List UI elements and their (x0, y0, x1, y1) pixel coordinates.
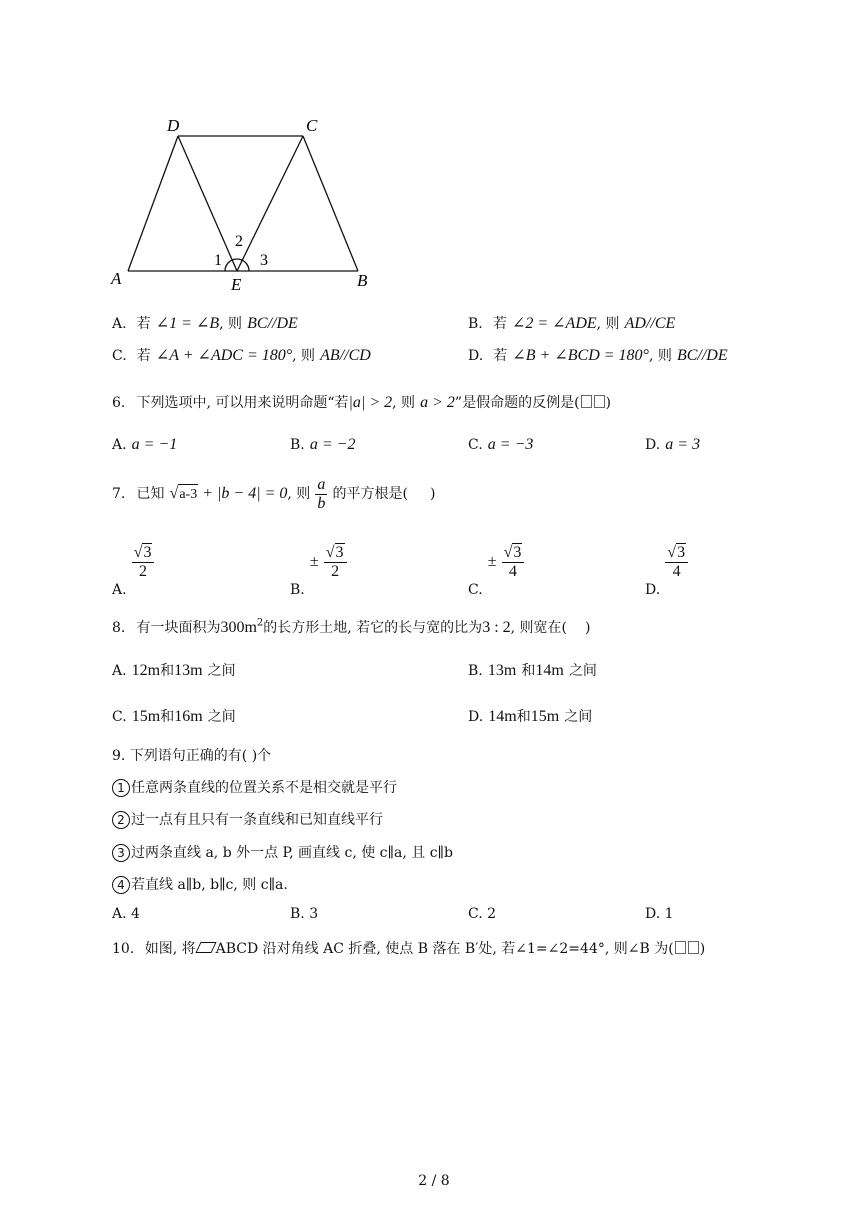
label-d: D (167, 116, 180, 135)
segment-cb (303, 136, 358, 271)
option-letter: B. (290, 437, 305, 453)
option-letter: A. (112, 437, 127, 453)
area-value: 300m (220, 619, 257, 636)
angle-label-1: 1 (214, 252, 222, 269)
fraction-numerator: 3 (335, 544, 344, 561)
ruo-text: 若 (136, 348, 151, 364)
ruo-text: 若 (492, 316, 507, 332)
ruo-text: 若 (136, 316, 151, 332)
q9-statement-1 (112, 777, 397, 797)
q10-stem (112, 938, 705, 958)
fraction: $\frac{√3}{4}$ (665, 543, 688, 580)
statement-text: 若直线 a∥b, b∥c, 则 c∥a. (131, 877, 288, 893)
option-letter: C. (112, 348, 127, 364)
question-number: 6. (112, 395, 126, 411)
value-2: 16m (174, 708, 203, 725)
tail-text: 之间 (568, 663, 597, 679)
option-letter: A. (112, 663, 127, 679)
option-letter: A. (112, 582, 127, 599)
value-1: 12m (131, 662, 161, 679)
he-text: 和 (516, 709, 531, 725)
sign: ± (309, 553, 319, 571)
q5-option-b[interactable] (468, 313, 675, 333)
value-1: 14m (488, 708, 517, 725)
q6-stem (112, 392, 611, 412)
condition: ∠B + ∠BCD = 180° (512, 347, 649, 364)
stem-text: , 则 (392, 395, 416, 411)
q5-option-d[interactable] (468, 345, 728, 365)
option-letter: D. (645, 437, 661, 453)
option-letter: B. (468, 316, 483, 332)
q9-option-d[interactable]: D. 1 (645, 906, 674, 922)
fraction-denominator: 2 (324, 562, 347, 581)
q6-option-a[interactable] (112, 434, 177, 454)
stem-text: , 则宽在( (510, 620, 568, 636)
stem-text: ) (699, 941, 706, 957)
question-number: 8. (112, 620, 126, 636)
tail-text: 之间 (207, 709, 236, 725)
conclusion: AB//CD (320, 347, 371, 364)
fraction-denominator: 4 (665, 562, 688, 581)
fraction-numerator: 3 (677, 544, 686, 561)
question-number: 10. (112, 941, 135, 957)
option-letter: D. (645, 582, 661, 599)
q8-option-c[interactable] (112, 706, 236, 726)
stem-text: ABCD 沿对角线 AC 折叠, 使点 B 落在 B′处, 若∠1=∠2=44°, 则∠B 为( (215, 941, 674, 957)
q5-option-a[interactable] (112, 313, 298, 333)
blank-box (594, 395, 605, 408)
q7-option-a[interactable] (112, 543, 154, 598)
fraction-numerator: 3 (143, 544, 152, 561)
ze-text: , 则 (292, 348, 316, 364)
conclusion: BC//DE (676, 347, 728, 364)
area-exponent: 2 (256, 617, 264, 629)
fraction-denominator: 2 (132, 562, 155, 581)
condition: |a| > 2 (348, 394, 393, 411)
q7-option-b[interactable] (290, 543, 347, 598)
label-a: A (111, 269, 122, 288)
label-b: B (357, 271, 368, 290)
stem-text: ) (605, 395, 611, 411)
q6-option-d[interactable] (645, 434, 700, 454)
fraction-a-over-b (315, 476, 327, 512)
option-letter: D. (468, 709, 484, 725)
sign: ± (487, 553, 497, 571)
fraction-denominator: b (317, 494, 326, 512)
q7-stem: 7. 已知 √a-3 + |b − 4| = 0, 则 $\frac{a}{b}$ 的平方根是( ) (112, 476, 436, 512)
option-value: a = −3 (487, 436, 534, 453)
parallelogram-icon (195, 942, 216, 953)
fraction-numerator: a (317, 476, 326, 493)
stem-text: 已知 (136, 486, 165, 503)
q8-option-d[interactable] (468, 706, 592, 726)
statement-text: 过一点有且只有一条直线和已知直线平行 (131, 812, 383, 828)
blank-box (688, 941, 699, 954)
equation: + |b − 4| = 0 (198, 485, 288, 503)
stem-text: 下列选项中, 可以用来说明命题“若 (136, 395, 349, 411)
fraction: $\frac{√3}{2}$ (324, 543, 347, 580)
he-text: 和 (160, 663, 175, 679)
stem-text: 如图, 将 (144, 941, 196, 957)
angle-arc (225, 259, 249, 271)
q9-option-c[interactable]: C. 2 (468, 906, 497, 922)
stem-text: 的长方形土地, 若它的长与宽的比为 (263, 620, 483, 636)
q9-stem: 9. 下列语句正确的有( )个 (112, 748, 272, 764)
option-value: a = 3 (665, 436, 701, 453)
q8-stem (112, 617, 590, 637)
stem-text: , 则 (287, 486, 311, 503)
q5-option-c[interactable] (112, 345, 371, 365)
option-value: a = −2 (309, 436, 356, 453)
label-c: C (306, 116, 318, 135)
value-1: 15m (131, 708, 161, 725)
conclusion: a > 2 (420, 394, 455, 411)
tail-text: 之间 (207, 663, 236, 679)
option-letter: C. (468, 582, 483, 599)
value-2: 13m (174, 662, 203, 679)
stem-text: ) (429, 486, 436, 503)
ratio-value: 3 : 2 (482, 619, 511, 636)
condition: ∠2 = ∠ADE (511, 315, 597, 332)
circled-number: 1 (112, 779, 130, 797)
ze-text: , 则 (596, 316, 620, 332)
angle-label-2: 2 (235, 233, 243, 250)
tail-text: 之间 (564, 709, 593, 725)
conclusion: AD//CE (624, 315, 676, 332)
q6-option-b[interactable] (290, 434, 355, 454)
option-value: a = −1 (131, 436, 178, 453)
question-number: 7. (112, 486, 126, 503)
value-1: 13m (487, 662, 517, 679)
value-2: 14m (535, 662, 564, 679)
q9-statement-4 (112, 874, 288, 894)
option-letter: C. (468, 437, 483, 453)
ruo-text: 若 (493, 348, 508, 364)
conclusion: BC//DE (247, 315, 298, 332)
geometry-figure (105, 105, 395, 295)
stem-text: 有一块面积为 (136, 620, 221, 636)
segment-ad (128, 136, 178, 271)
fraction: $\frac{√3}{2}$ (132, 543, 155, 580)
page-number: 2 / 8 (418, 1173, 450, 1189)
statement-text: 过两条直线 a, b 外一点 P, 画直线 c, 使 c∥a, 且 c∥b (131, 845, 453, 861)
segment-ec (237, 136, 303, 271)
option-letter: A. (112, 316, 127, 332)
option-letter: B. (468, 663, 483, 679)
q9-option-a[interactable]: A. 4 (112, 906, 140, 922)
q6-option-c[interactable] (468, 434, 533, 454)
ze-text: , 则 (648, 348, 672, 364)
stem-text: ”是假命题的反例是( (454, 395, 580, 411)
circled-number: 2 (112, 811, 130, 829)
circled-number: 4 (112, 876, 130, 894)
label-e: E (231, 275, 242, 294)
option-letter: B. (290, 582, 305, 599)
blank-box (675, 941, 686, 954)
he-text: 和 (521, 663, 536, 679)
radicand: a-3 (178, 484, 198, 505)
statement-text: 任意两条直线的位置关系不是相交就是平行 (131, 780, 397, 796)
stem-text: 的平方根是( (332, 486, 408, 503)
circled-number: 3 (112, 844, 130, 862)
fraction-numerator: 3 (513, 544, 522, 561)
ze-text: , 则 (219, 316, 243, 332)
q8-option-a[interactable] (112, 660, 236, 680)
value-2: 15m (530, 708, 560, 725)
q9-statement-3 (112, 842, 453, 862)
condition: ∠1 = ∠B (155, 315, 220, 332)
angle-label-3: 3 (260, 252, 268, 269)
q9-option-b[interactable]: B. 3 (290, 906, 319, 922)
segment-de (178, 136, 237, 271)
stem-text: ) (585, 620, 591, 636)
q8-option-b[interactable] (468, 660, 597, 680)
q9-statement-2 (112, 809, 383, 829)
condition: ∠A + ∠ADC = 180° (155, 347, 293, 364)
q7-option-c[interactable] (468, 543, 524, 598)
fraction-denominator: 4 (502, 562, 525, 581)
he-text: 和 (160, 709, 175, 725)
fraction: $\frac{√3}{4}$ (502, 543, 525, 580)
q7-option-d[interactable] (645, 543, 688, 598)
option-letter: C. (112, 709, 127, 725)
blank-box (581, 395, 592, 408)
option-letter: D. (468, 348, 484, 364)
